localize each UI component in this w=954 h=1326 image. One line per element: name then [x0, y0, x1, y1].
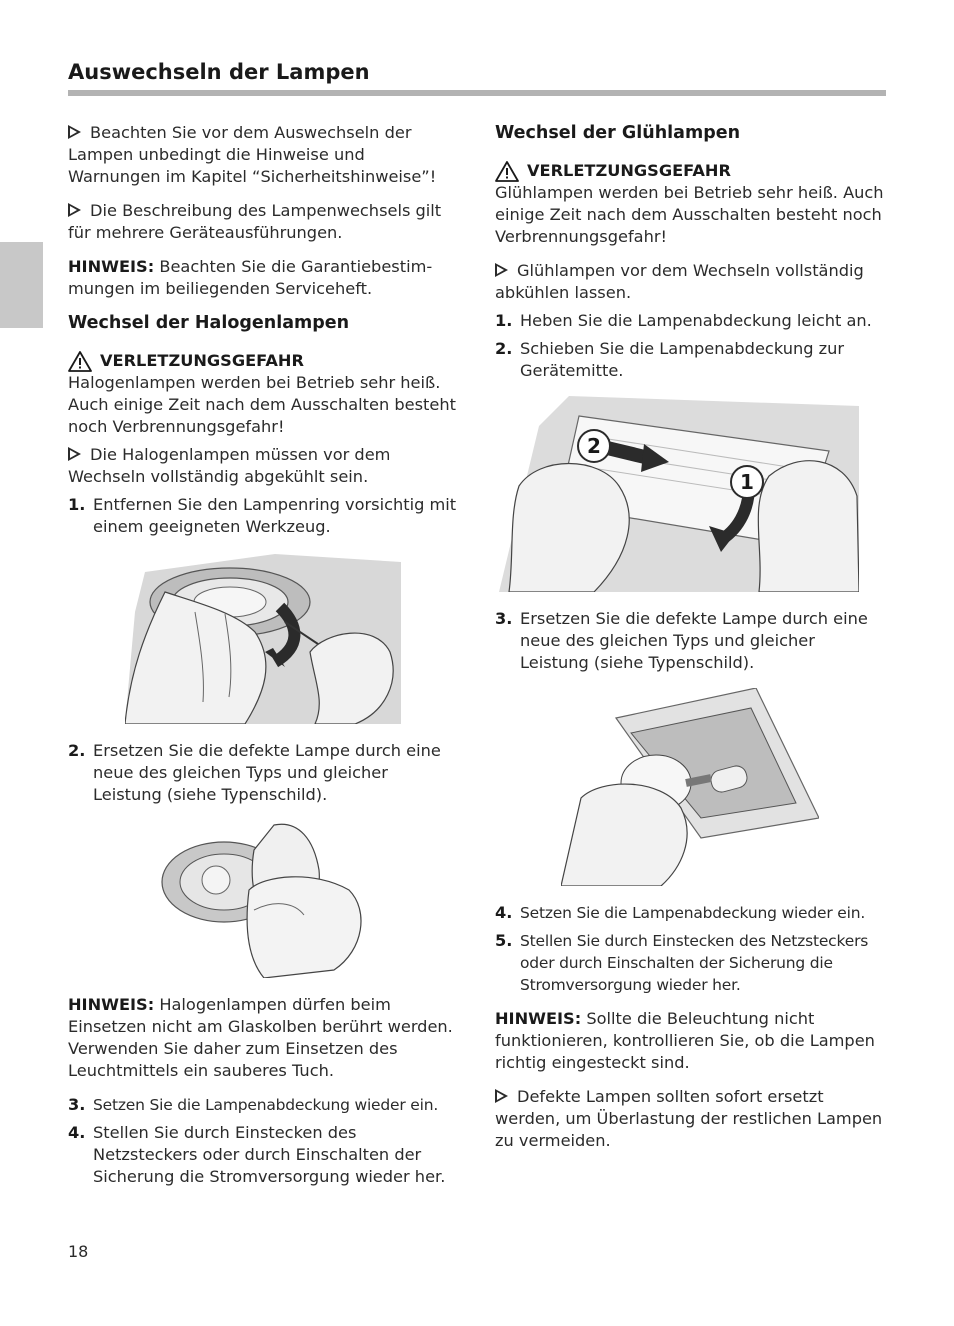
warning-heading: VERLETZUNGSGEFAHR — [68, 350, 458, 372]
section-heading-gluhlampen: Wechsel der Glühlampen — [495, 123, 741, 143]
list-item: 3. Setzen Sie die Lampenabdeckung wieder ein. — [68, 1095, 439, 1114]
figure-slide-lamp-cover — [499, 396, 859, 592]
warning-triangle-icon — [495, 161, 519, 182]
figure-replace-bulb — [561, 688, 819, 886]
list-item: 2. Ersetzen Sie die defekte Lampe durch eine neue des gleichen Typs und gleicher Leistung (siehe Typenschild). — [68, 741, 441, 804]
intro-paragraph-2: Die Beschreibung des Lampenwechsels gilt für mehrere Geräteausführungen. — [68, 201, 442, 242]
gluh-steps-a — [495, 310, 885, 382]
note-halogen-glass: HINWEIS: Halogenlampen dürfen beim Einsetzen nicht am Glaskolben berührt werden. Verwenden Sie daher zum Einsetzen des Leuchtmittels ein sauberes Tuch. — [68, 995, 453, 1080]
gluh-steps-b — [495, 608, 885, 674]
title-rule — [68, 90, 886, 96]
figure-callout-1: 1 — [740, 470, 754, 494]
triangle-bullet-icon — [495, 1089, 508, 1103]
note-warranty: HINWEIS: Beachten Sie die Garantiebestimmungen im beiliegenden Serviceheft. — [68, 257, 433, 298]
triangle-bullet-icon — [495, 263, 508, 277]
halogen-steps-c — [68, 1094, 458, 1188]
intro-paragraph-1: Beachten Sie vor dem Auswechseln der Lampen unbedingt die Hinweise und Warnungen im Kapitel “Sicherheitshinweise”! — [68, 123, 437, 186]
page-title: Auswechseln der Lampen — [68, 60, 370, 84]
right-column — [495, 122, 885, 1164]
cool-down-note: Die Halogenlampen müssen vor dem Wechseln vollständig abgekühlt sein. — [68, 445, 391, 486]
triangle-bullet-icon — [68, 125, 81, 139]
replace-lamps-note: Defekte Lampen sollten sofort ersetzt werden, um Überlastung der restlichen Lampen zu vermeiden. — [495, 1087, 883, 1150]
warning-text: Halogenlampen werden bei Betrieb sehr heiß. Auch einige Zeit nach dem Ausschalten besteht noch Verbrennungsgefahr! — [68, 373, 456, 436]
list-item: 1. Entfernen Sie den Lampenring vorsichtig mit einem geeigneten Werkzeug. — [68, 495, 457, 536]
halogen-steps-b — [68, 740, 458, 806]
triangle-bullet-icon — [68, 447, 81, 461]
chapter-side-tab — [0, 242, 43, 328]
list-item: 4. Setzen Sie die Lampenabdeckung wieder ein. — [495, 903, 866, 922]
triangle-bullet-icon — [68, 203, 81, 217]
halogen-steps-a — [68, 494, 458, 538]
warning-triangle-icon — [68, 351, 92, 372]
list-item: 5. Stellen Sie durch Einstecken des Netzsteckers oder durch Einschalten der Sicherung die Stromversorgung wieder her. — [495, 931, 869, 994]
cool-down-note: Glühlampen vor dem Wechseln vollständig abkühlen lassen. — [495, 261, 864, 302]
list-item: 1. Heben Sie die Lampenabdeckung leicht an. — [495, 311, 872, 330]
warning-heading: VERLETZUNGSGEFAHR — [495, 160, 885, 182]
left-column — [68, 122, 458, 1200]
list-item: 4. Stellen Sie durch Einstecken des Netzsteckers oder durch Einschalten der Sicherung die Stromversorgung wieder her. — [68, 1123, 446, 1186]
figure-callout-2: 2 — [587, 434, 601, 458]
warning-text: Glühlampen werden bei Betrieb sehr heiß. Auch einige Zeit nach dem Ausschalten besteht noch Verbrennungsgefahr! — [495, 183, 884, 246]
page-number: 18 — [68, 1242, 89, 1261]
note-lamps-seated: HINWEIS: Sollte die Beleuchtung nicht funktionieren, kontrollieren Sie, ob die Lampen richtig eingesteckt sind. — [495, 1009, 875, 1072]
section-heading-halogen: Wechsel der Halogenlampen — [68, 313, 350, 333]
list-item: 3. Ersetzen Sie die defekte Lampe durch eine neue des gleichen Typs und gleicher Leistung (siehe Typenschild). — [495, 609, 868, 672]
list-item: 2. Schieben Sie die Lampenabdeckung zur Gerätemitte. — [495, 339, 845, 380]
figure-insert-lamp-with-cloth — [154, 820, 372, 978]
gluh-steps-c — [495, 902, 885, 996]
figure-remove-lamp-ring — [125, 552, 401, 724]
